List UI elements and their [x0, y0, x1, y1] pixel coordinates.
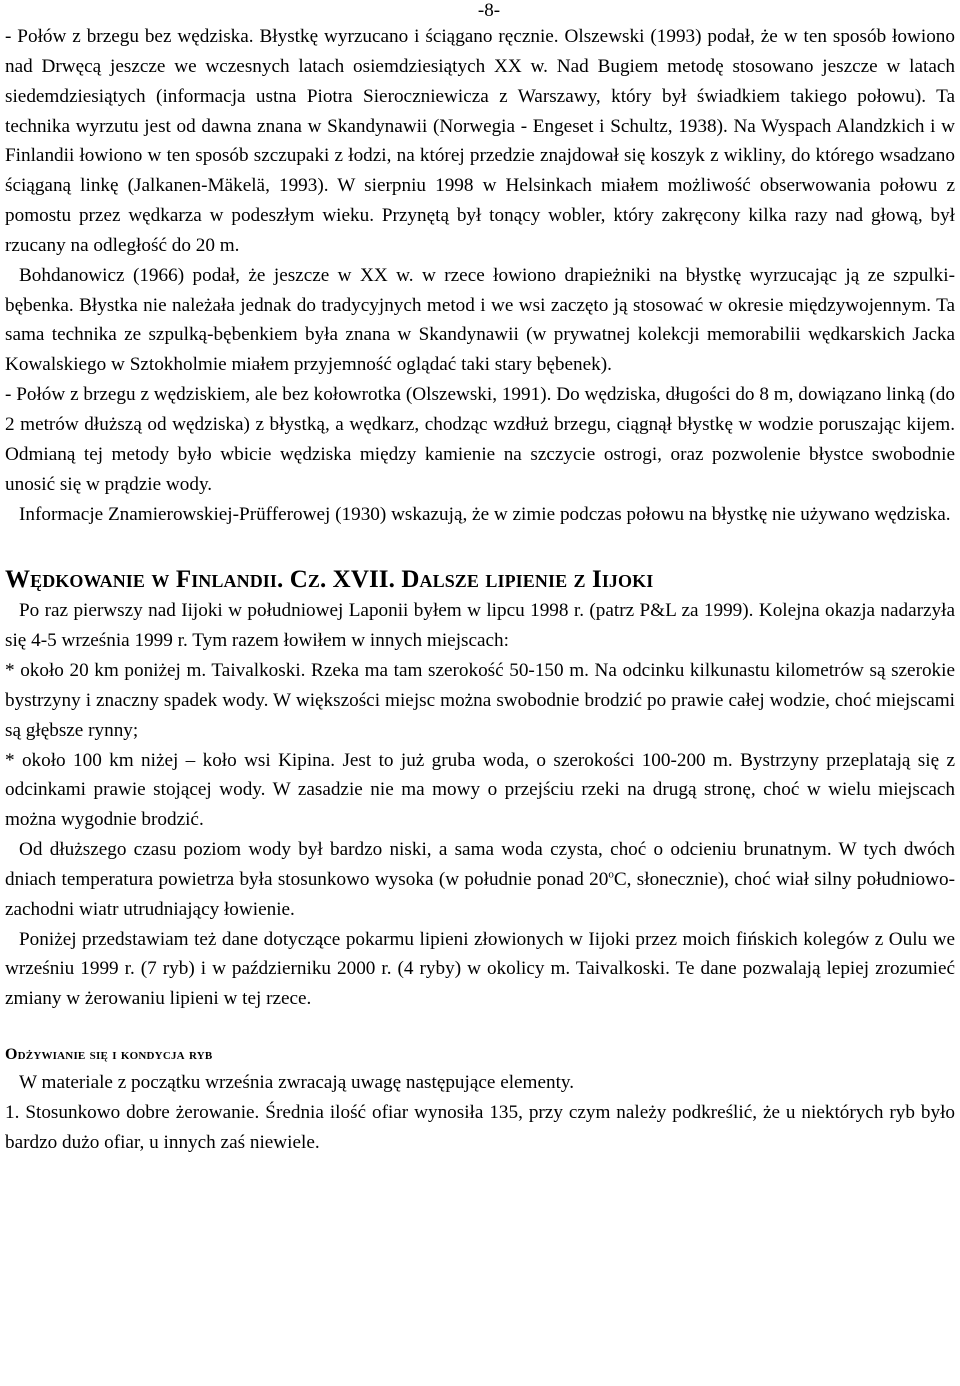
paragraph-water-conditions — [5, 835, 955, 925]
water-conditions-text-b: C, słonecznie), choć wiał silny południowo-zachodni wiatr utrudniający łowienie. — [5, 868, 955, 920]
paragraph-diet-data: Poniżej przedstawiam też dane dotyczące pokarmu lipieni złowionych w Iijoki przez moich fińskich kolegów z Oulu we wrześniu 1999 r. (7 ryb) i w październiku 2000 r. (4 ryby) w okolicy m. Taivalkoski. Te dane pozwalają lepiej zrozumieć zmiany w żerowaniu lipieni w tej rzece. — [5, 928, 955, 1010]
paragraph-shore-no-rod: - Połów z brzegu bez wędziska. Błystkę wyrzucano i ściągano ręcznie. Olszewski (1993) podał, że w ten sposób łowiono nad Drwęcą jeszcze we wczesnych latach osiemdziesiątych XX w. Nad Bugiem metodę stosowano jeszcze w latach siedemdziesiątych (informacja ustna Piotra Sieroczniewicza z Warszawy, który był świadkiem takiego połowu). Ta technika wyrzutu jest od dawna znana w Skandynawii (Norwegia - Engeset i Schultz, 1938). Na Wyspach Alandzkich i w Finlandii łowiono w ten sposób szczupaki z łodzi, na której przedzie znajdował się koszyk z wikliny, do którego wsadzano ściąganą linkę (Jalkanen-Mäkelä, 1993). W sierpniu 1998 w Helsinkach miałem możliwość obserwowania połowu z pomostu przez wędkarza w podeszłym wieku. Przynętą był tonący wobler, który zakręcony kilka razy nad głową, był rzucany na odległość do 20 m. — [5, 26, 955, 256]
degree-mark: o — [608, 868, 614, 881]
page-number: -8- — [477, 0, 501, 21]
paragraph-location-kipina: * około 100 km niżej – koło wsi Kipina. Jest to już gruba woda, o szerokości 100-200 m. Bystrzyny przeplatają się z odcinkami prawie stojącej wody. W zasadzie nie ma mowy o przejściu rzeki na drugą stronę, choć w wielu miejscach można wygodnie brodzić. — [5, 749, 955, 831]
paragraph-material-intro: W materiale z początku września zwracają uwagę następujące elementy. — [19, 1072, 575, 1094]
paragraph-shore-with-rod: - Połów z brzegu z wędziskiem, ale bez kołowrotka (Olszewski, 1991). Do wędziska, długości do 8 m, dowiązano linką (do 2 metrów dłuższą od wędziska) z błystką, a wędkarz, chodząc wzdłuż brzegu, ciągnął błystkę w wodzie poruszając kijem. Odmianą tej metody było wbicie wędziska między kamienie na szczycie ostrogi, oraz pozwolenie błystce swobodnie unosić się w prądzie wody. — [5, 384, 955, 495]
paragraph-feeding-point-1: 1. Stosunkowo dobre żerowanie. Średnia ilość ofiar wynosiła 135, przy czym należy podkreślić, że u niektórych ryb było bardzo dużo ofiar, u innych zaś niewiele. — [5, 1102, 955, 1153]
paragraph-first-visit: Po raz pierwszy nad Iijoki w południowej Laponii byłem w lipcu 1998 r. (patrz P&L za 1999). Kolejna okazja nadarzyła się 4-5 września 1999 r. Tym razem łowiłem w innych miejscach: — [5, 600, 955, 652]
section-heading: Wędkowanie w Finlandii. Cz. XVII. Dalsze lipienie z Iijoki — [5, 566, 654, 594]
paragraph-winter-fishing: Informacje Znamierowskiej-Prüfferowej (1930) wskazują, że w zimie podczas połowu na błystkę nie używano wędziska. — [19, 503, 951, 525]
water-conditions-text-a: Od dłuższego czasu poziom wody był bardzo niski, a sama woda czysta, choć o odcieniu brunatnym. W tych dwóch dniach temperatura powietrza była stosunkowo wysoka (w południe ponad 20 — [5, 839, 955, 890]
paragraph-bohdanowicz: Bohdanowicz (1966) podał, że jeszcze w XX w. w rzece łowiono drapieżniki na błystkę wyrzucając ją ze szpulki-bębenka. Błystka nie należała jednak do tradycyjnych metod i we wsi zaczęto ją stosować w okresie międzywojennym. Ta sama technika ze szpulką-bębenkiem była znana w Skandynawii (w prywatnej kolekcji memorabilii wędkarskich Jacka Kowalskiego w Sztokholmie miałem przyjemność oglądać taki stary bębenek). — [5, 264, 955, 376]
subsection-heading: Odżywianie się i kondycja ryb — [5, 1046, 213, 1064]
paragraph-location-taivalkoski: * około 20 km poniżej m. Taivalkoski. Rzeka ma tam szerokość 50-150 m. Na odcinku kilkunastu kilometrów są szerokie bystrzyny i znaczny spadek wody. W większości miejsc można swobodnie brodzić po prawie całej wodzie, choć miejscami są głębsze rynny; — [5, 660, 955, 741]
